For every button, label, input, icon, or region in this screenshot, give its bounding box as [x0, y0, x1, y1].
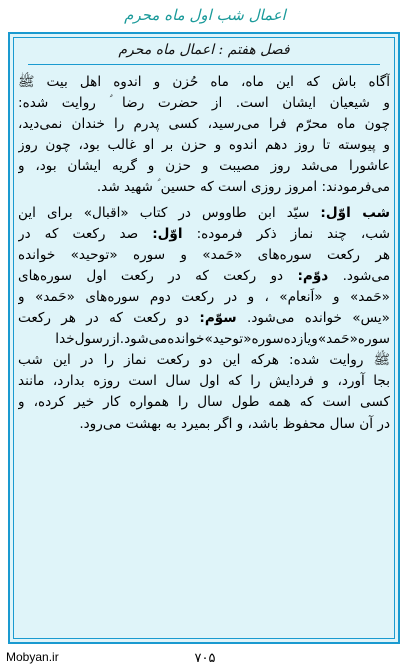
text-span: شب، چند نماز ذکر فرموده: [182, 225, 390, 242]
text-line: هر رکعت سوره‌های «حَمد» و سوره «توحید» خوانده [18, 246, 390, 263]
text-line: عاشورا می‌شد روز مصیبت و حزن و گریه ایشان بود، و [18, 158, 390, 175]
night-one-label: شب اوّل: [320, 204, 390, 221]
text-span: می‌شود. [328, 267, 390, 284]
text-line: کسی است که همه طول سال را همواره کار خیر کرده، و [18, 394, 390, 411]
text-line: می‌فرمودند: امروز روزی است که حسین ؑ شهید شد. [96, 179, 390, 196]
text-line: «حَمد» و «اَنعام» ، و در رکعت دوم سوره‌های «حَمد» و [18, 288, 390, 305]
text-span: دو رکعت که در رکعت اول سوره‌های [18, 267, 298, 284]
page-header-title: اعمال شب اول ماه محرم [124, 6, 286, 24]
first-label: اوّل: [152, 225, 183, 242]
section-title: فصل هفتم : اعمال ماه محرم [118, 42, 290, 58]
text-line [18, 224, 390, 245]
paragraph-2 [18, 203, 390, 435]
text-line: سوره«حَمد»ویازده‌سوره«توحید»خوانده‌می‌شود.ازرسول‌خدا [55, 331, 390, 348]
text-frame [8, 32, 400, 644]
page-number: ۷۰۵ [194, 651, 216, 666]
text-line: و شیعیان ایشان است. از حضرت رضا ؑ روایت شده: [18, 95, 390, 112]
text-line: و پیوسته تا روز دهم اندوه و حزن بر او غالب بود، چون روز [18, 137, 390, 154]
text-span: دو رکعت که در هر رکعت [18, 310, 200, 327]
paragraph-1 [18, 72, 390, 199]
text-line: ﷺ روایت شده: هرکه این دو رکعت نماز را در این شب [18, 352, 390, 369]
text-span: صد رکعت که در [18, 225, 153, 242]
body-text [18, 72, 390, 435]
third-label: سوّم: [199, 310, 237, 327]
text-span: «یس» خوانده می‌شود. [236, 310, 390, 327]
text-line: در آن سال محفوظ باشد، و اگر بمیرد به بهشت می‌رود. [79, 415, 390, 432]
text-line [18, 203, 390, 224]
section-divider [28, 64, 380, 65]
text-line [18, 266, 390, 287]
text-span: سیّد ابن طاووس در کتاب «اقبال» برای این [18, 204, 321, 221]
text-line [18, 308, 390, 329]
text-line: آگاه باش که این ماه، ماه حُزن و اندوه اهل بیت ﷺ [18, 74, 390, 90]
text-line: بجا آورد، و فردایش را که اول سال است روزه بدارد، مانند [18, 373, 390, 390]
text-line: چون ماه محرّم فرا می‌رسید، کسی پدرم را خندان نمی‌دید، [18, 116, 390, 133]
second-label: دوّم: [297, 267, 329, 284]
site-watermark: Mobyan.ir [6, 650, 59, 664]
